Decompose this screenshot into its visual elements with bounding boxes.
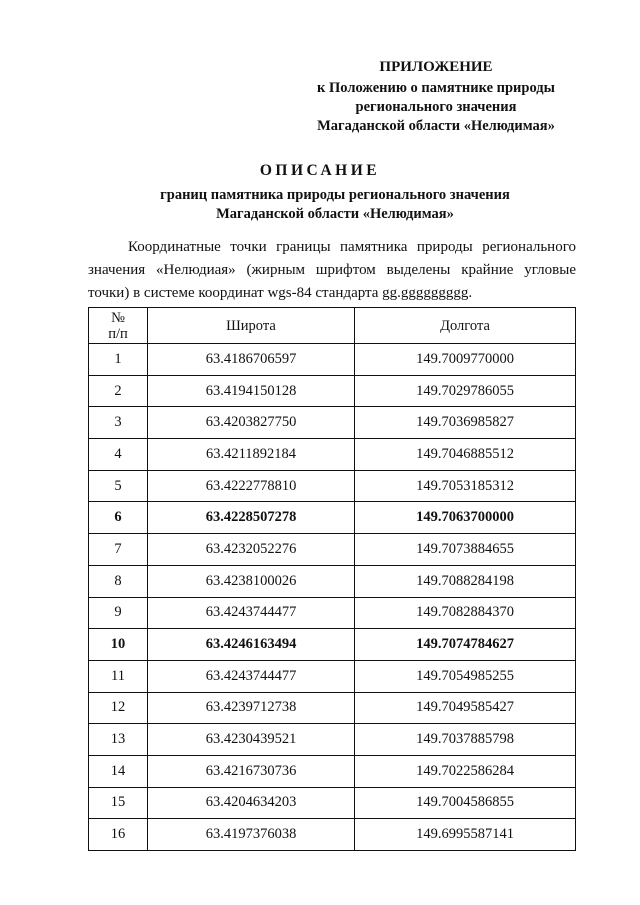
cell-number: 6 xyxy=(89,502,148,534)
cell-latitude: 63.4243744477 xyxy=(148,597,355,629)
cell-latitude: 63.4228507278 xyxy=(148,502,355,534)
cell-latitude: 63.4204634203 xyxy=(148,787,355,819)
appendix-line: регионального значения xyxy=(355,99,517,115)
table-row xyxy=(89,502,576,534)
subtitle-line: Магаданской области «Нелюдимая» xyxy=(216,206,454,222)
table-row xyxy=(89,439,576,471)
appendix-block xyxy=(300,58,572,136)
cell-longitude: 149.7037885798 xyxy=(355,724,576,756)
cell-longitude: 149.7082884370 xyxy=(355,597,576,629)
cell-number: 8 xyxy=(89,565,148,597)
table-row xyxy=(89,344,576,376)
header-longitude: Долгота xyxy=(355,308,576,344)
table-row xyxy=(89,660,576,692)
cell-longitude: 149.7074784627 xyxy=(355,629,576,661)
document-subtitle xyxy=(90,186,580,224)
cell-longitude: 149.7004586855 xyxy=(355,787,576,819)
cell-number: 13 xyxy=(89,724,148,756)
cell-number: 12 xyxy=(89,692,148,724)
appendix-line: к Положению о памятнике природы xyxy=(317,80,555,96)
table-row xyxy=(89,692,576,724)
cell-longitude: 149.7088284198 xyxy=(355,565,576,597)
table-row xyxy=(89,819,576,851)
table-row xyxy=(89,755,576,787)
cell-longitude: 149.7036985827 xyxy=(355,407,576,439)
cell-longitude: 149.7054985255 xyxy=(355,660,576,692)
cell-latitude: 63.4246163494 xyxy=(148,629,355,661)
cell-number: 9 xyxy=(89,597,148,629)
coordinates-table xyxy=(88,307,576,851)
cell-latitude: 63.4238100026 xyxy=(148,565,355,597)
header-number-line1: № xyxy=(111,309,125,326)
appendix-line: Магаданской области «Нелюдимая» xyxy=(317,118,555,134)
cell-latitude: 63.4216730736 xyxy=(148,755,355,787)
document-title: ОПИСАНИЕ xyxy=(259,162,381,179)
cell-latitude: 63.4222778810 xyxy=(148,470,355,502)
cell-number: 11 xyxy=(89,660,148,692)
table-row xyxy=(89,787,576,819)
table-row xyxy=(89,470,576,502)
table-row xyxy=(89,597,576,629)
cell-longitude: 149.7009770000 xyxy=(355,344,576,376)
cell-longitude: 149.7073884655 xyxy=(355,534,576,566)
cell-latitude: 63.4194150128 xyxy=(148,375,355,407)
intro-paragraph: Координатные точки границы памятника природы регионального значения «Нелюдиая» (жирным шрифтом выделены крайние угловые точки) в системе координат wgs-84 стандарта gg.ggggggggg. xyxy=(88,239,576,301)
cell-latitude: 63.4239712738 xyxy=(148,692,355,724)
cell-number: 14 xyxy=(89,755,148,787)
cell-latitude: 63.4186706597 xyxy=(148,344,355,376)
subtitle-line: границ памятника природы регионального значения xyxy=(160,187,510,203)
table-body xyxy=(89,344,576,851)
cell-number: 2 xyxy=(89,375,148,407)
cell-number: 5 xyxy=(89,470,148,502)
table-row xyxy=(89,534,576,566)
cell-number: 3 xyxy=(89,407,148,439)
cell-number: 16 xyxy=(89,819,148,851)
table-row xyxy=(89,407,576,439)
cell-latitude: 63.4243744477 xyxy=(148,660,355,692)
table-row xyxy=(89,375,576,407)
cell-number: 10 xyxy=(89,629,148,661)
cell-latitude: 63.4232052276 xyxy=(148,534,355,566)
cell-number: 7 xyxy=(89,534,148,566)
cell-number: 1 xyxy=(89,344,148,376)
cell-longitude: 149.6995587141 xyxy=(355,819,576,851)
cell-number: 4 xyxy=(89,439,148,471)
table-row xyxy=(89,629,576,661)
cell-latitude: 63.4203827750 xyxy=(148,407,355,439)
cell-longitude: 149.7029786055 xyxy=(355,375,576,407)
cell-longitude: 149.7053185312 xyxy=(355,470,576,502)
header-number xyxy=(89,308,148,344)
table-row xyxy=(89,565,576,597)
cell-longitude: 149.7022586284 xyxy=(355,755,576,787)
table-header-row xyxy=(89,308,576,344)
cell-longitude: 149.7063700000 xyxy=(355,502,576,534)
table-row xyxy=(89,724,576,756)
cell-latitude: 63.4230439521 xyxy=(148,724,355,756)
header-latitude: Широта xyxy=(148,308,355,344)
cell-latitude: 63.4211892184 xyxy=(148,439,355,471)
header-number-line2: п/п xyxy=(108,325,128,342)
cell-longitude: 149.7049585427 xyxy=(355,692,576,724)
cell-latitude: 63.4197376038 xyxy=(148,819,355,851)
cell-number: 15 xyxy=(89,787,148,819)
appendix-heading: ПРИЛОЖЕНИЕ xyxy=(379,59,493,75)
cell-longitude: 149.7046885512 xyxy=(355,439,576,471)
